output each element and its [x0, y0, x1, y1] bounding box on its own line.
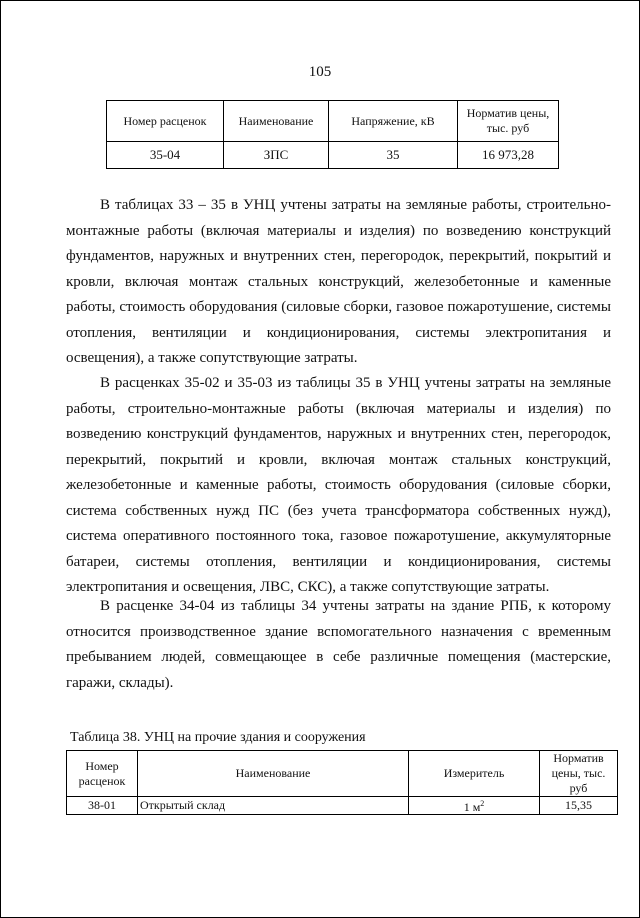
header-price: Норматив цены, тыс. руб: [540, 751, 618, 797]
header-code: Номер расценок: [107, 101, 224, 142]
paragraph-text: В расценке 34-04 из таблицы 34 учтены затраты на здание РПБ, к которому относится производственное здание вспомогательного назначения с временным пребыванием людей, совмещающее в себе различные помещения (мастерские, гаражи, склады).: [66, 598, 611, 691]
table-header-row: [107, 101, 559, 142]
table-row: [107, 142, 559, 169]
cell-name: Открытый склад: [138, 797, 409, 815]
paragraph-text: В расценках 35-02 и 35-03 из таблицы 35 в УНЦ учтены затраты на земляные работы, строительно-монтажные работы (включая материалы и изделия) по возведению конструкций фундаментов, наружных и внутренних стен, перегородок, перекрытий, покрытий и кровли, включая монтаж стальных конструкций, железобетонные и каменные работы, стоимость оборудования (силовые сборки, система собственных нужд ПС (без учета трансформатора собственных нужд), система оперативного постоянного тока, газовое пожаротушение, аккумуляторные батареи, системы отопления, вентиляции и кондиционирования, системы электропитания и освещения, ЛВС, СКС), а также сопутствующие затраты.: [66, 375, 611, 595]
cell-code: 38-01: [67, 797, 138, 815]
voltage-price-table: [106, 100, 559, 169]
header-code: Номер расценок: [67, 751, 138, 797]
cell-voltage: 35: [329, 142, 458, 169]
paragraph-1: [66, 193, 611, 372]
header-name: Наименование: [224, 101, 329, 142]
other-buildings-table: [66, 750, 618, 815]
unit-superscript: 2: [480, 799, 485, 808]
page-number: 105: [308, 64, 332, 80]
paragraph-3: [66, 594, 611, 696]
unit-text: 1 м: [463, 800, 481, 814]
header-price: Норматив цены, тыс. руб: [458, 101, 559, 142]
header-name: Наименование: [138, 751, 409, 797]
cell-price: 16 973,28: [458, 142, 559, 169]
table-header-row: [67, 751, 618, 797]
table-caption: Таблица 38. УНЦ на прочие здания и сооружения: [70, 730, 366, 745]
cell-name: ЗПС: [224, 142, 329, 169]
header-voltage: Напряжение, кВ: [329, 101, 458, 142]
paragraph-text: В таблицах 33 – 35 в УНЦ учтены затраты на земляные работы, строительно-монтажные работы (включая материалы и изделия) по возведению конструкций фундаментов, наружных и внутренних стен, перегородок, перекрытий, покрытий и кровли, включая монтаж стальных конструкций, железобетонные и каменные работы, стоимость оборудования (силовые сборки, газовое пожаротушение, системы отопления, вентиляции и кондиционирования, системы электропитания и освещения), а также сопутствующие затраты.: [66, 197, 611, 366]
cell-code: 35-04: [107, 142, 224, 169]
paragraph-2: [66, 371, 611, 601]
header-unit: Измеритель: [409, 751, 540, 797]
table-row: [67, 797, 618, 815]
cell-unit: [409, 797, 540, 815]
cell-price: 15,35: [540, 797, 618, 815]
